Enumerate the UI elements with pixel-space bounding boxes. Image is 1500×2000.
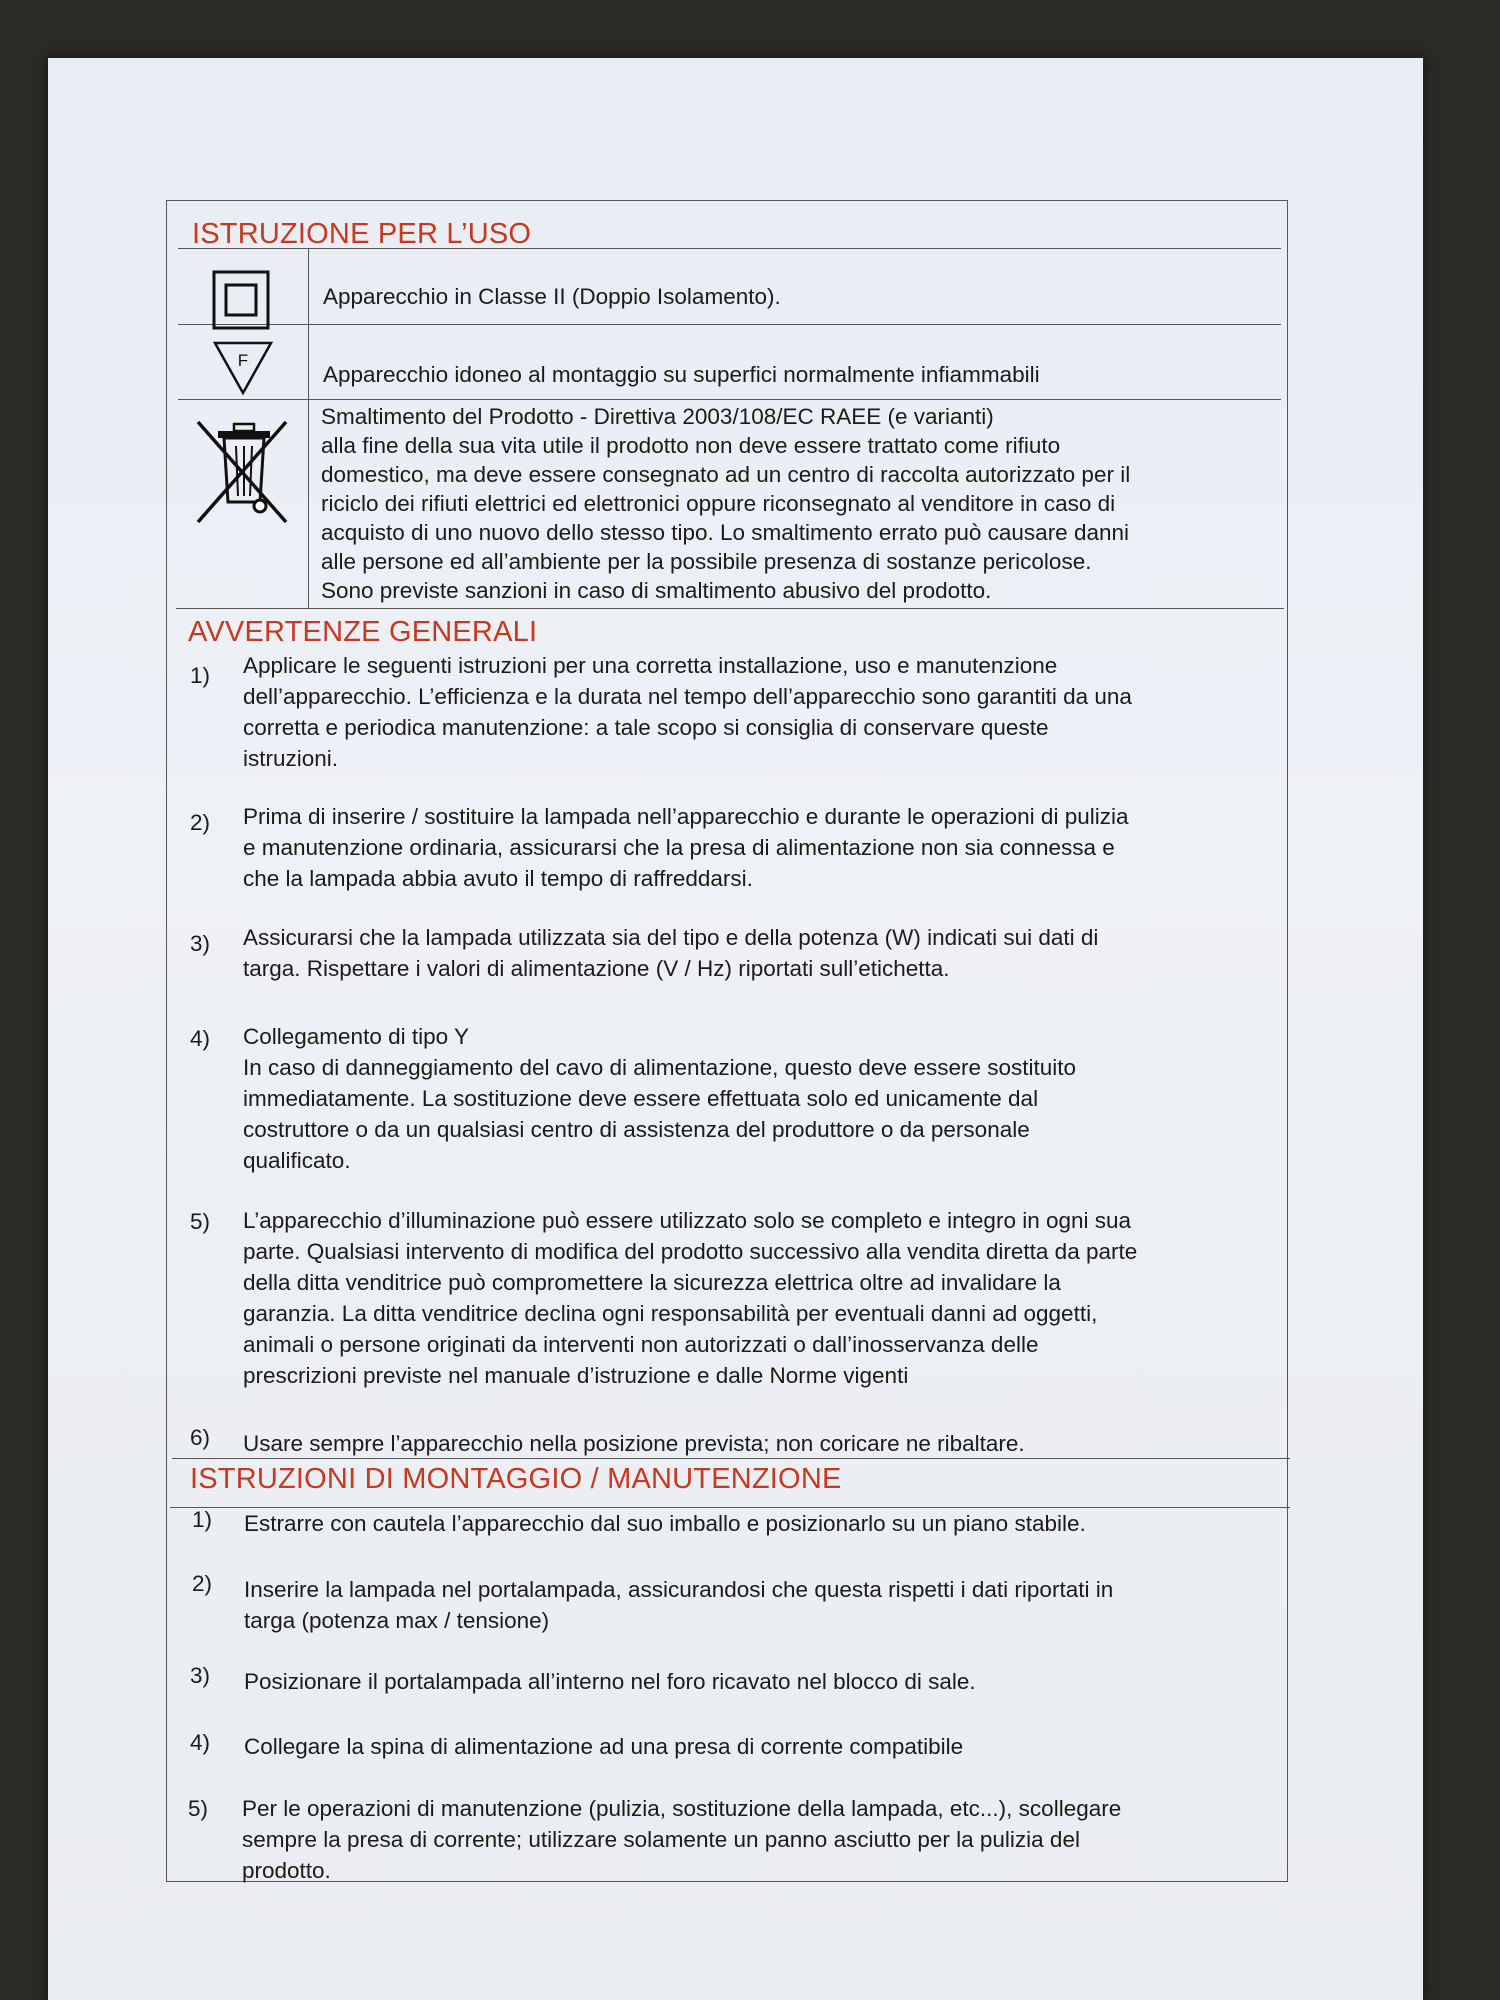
item-number: 3) (190, 931, 211, 956)
text-line: Usare sempre l’apparecchio nella posizione prevista; non coricare ne ribaltare. (243, 1431, 1025, 1456)
double-insulation-class-ii-icon (212, 270, 270, 330)
mounting-item-2 (244, 1574, 1304, 1636)
section-heading-avvertenze: AVVERTENZE GENERALI (188, 616, 538, 648)
item-number: 6) (190, 1425, 211, 1450)
text-line: prescrizioni previste nel manuale d’istruzione e dalle Norme vigenti (243, 1363, 909, 1388)
item-number: 1) (190, 663, 211, 688)
text-line: Posizionare il portalampada all’interno nel foro ricavato nel blocco di sale. (244, 1669, 976, 1694)
text-line: targa (potenza max / tensione) (244, 1608, 550, 1633)
warning-item-2 (243, 801, 1303, 894)
text-line: istruzioni. (243, 746, 339, 771)
text-line: dell’apparecchio. L’efficienza e la durata nel tempo dell’apparecchio sono garantiti da una (243, 684, 1132, 709)
text-line: Prima di inserire / sostituire la lampada nell’apparecchio e durante le operazioni di pulizia (243, 804, 1129, 829)
item-number: 2) (190, 810, 211, 835)
text-line: qualificato. (243, 1148, 351, 1173)
warning-item-5 (243, 1205, 1303, 1391)
f-triangle-icon (212, 340, 274, 396)
text-line: Per le operazioni di manutenzione (pulizia, sostituzione della lampada, etc...), scollegare (242, 1796, 1122, 1821)
row-text-flammable: Apparecchio idoneo al montaggio su superfici normalmente infiammabili (323, 362, 1040, 387)
warning-item-4 (243, 1021, 1303, 1176)
item-number: 4) (190, 1026, 211, 1051)
text-line: Collegamento di tipo Y (243, 1024, 469, 1049)
section-heading-istruzione: ISTRUZIONE PER L’USO (192, 218, 532, 250)
mounting-item-3 (244, 1666, 1304, 1697)
item-number: 5) (190, 1209, 211, 1234)
text-line: Collegare la spina di alimentazione ad una presa di corrente compatibile (244, 1734, 964, 1759)
text-line: riciclo dei rifiuti elettrici ed elettronici oppure riconsegnato al venditore in caso di (321, 491, 1116, 516)
item-number: 5) (188, 1796, 209, 1821)
text-line: sempre la presa di corrente; utilizzare solamente un panno asciutto per la pulizia del (242, 1827, 1080, 1852)
separator-line (176, 608, 1284, 609)
text-line: e manutenzione ordinaria, assicurarsi che la presa di alimentazione non sia connessa e (243, 835, 1115, 860)
text-line: acquisto di uno nuovo dello stesso tipo. Lo smaltimento errato può causare danni (321, 520, 1130, 545)
mounting-item-4 (244, 1731, 1304, 1762)
item-number: 3) (190, 1663, 211, 1688)
text-line: Estrarre con cautela l’apparecchio dal suo imballo e posizionarlo su un piano stabile. (244, 1511, 1086, 1536)
f-symbol-letter: F (237, 351, 249, 370)
text-line: che la lampada abbia avuto il tempo di raffreddarsi. (243, 866, 753, 891)
warning-item-1 (243, 650, 1303, 774)
warning-item-6 (243, 1428, 1303, 1459)
separator-line (178, 399, 1281, 400)
text-line: immediatamente. La sostituzione deve essere effettuata solo ed unicamente dal (243, 1086, 1039, 1111)
warning-item-3 (243, 922, 1303, 984)
text-line: prodotto. (242, 1858, 331, 1883)
text-line: alle persone ed all’ambiente per la possibile presenza di sostanze pericolose. (321, 549, 1092, 574)
mounting-item-5 (242, 1793, 1302, 1886)
text-line: L’apparecchio d’illuminazione può essere utilizzato solo se completo e integro in ogni sua (243, 1208, 1132, 1233)
text-line: domestico, ma deve essere consegnato ad un centro di raccolta autorizzato per il (321, 462, 1131, 487)
text-line: costruttore o da un qualsiasi centro di assistenza del produttore o da personale (243, 1117, 1030, 1142)
text-line: animali o persone originati da interventi non autorizzati o dall’inosservanza delle (243, 1332, 1039, 1357)
text-line: della ditta venditrice può compromettere la sicurezza elettrica oltre ad invalidare la (243, 1270, 1061, 1295)
icon-column-divider (308, 248, 309, 608)
weee-disposal-text (321, 402, 1381, 605)
text-line: targa. Rispettare i valori di alimentazione (V / Hz) riportati sull’etichetta. (243, 956, 950, 981)
text-line: Smaltimento del Prodotto - Direttiva 2003/108/EC RAEE (e varianti) (321, 404, 994, 429)
text-line: parte. Qualsiasi intervento di modifica del prodotto successivo alla vendita diretta da parte (243, 1239, 1138, 1264)
separator-line (178, 324, 1281, 325)
text-line: Inserire la lampada nel portalampada, assicurandosi che questa rispetti i dati riportati in (244, 1577, 1114, 1602)
item-number: 2) (192, 1571, 213, 1596)
row-text-class-ii: Apparecchio in Classe II (Doppio Isolamento). (323, 284, 781, 309)
text-line: In caso di danneggiamento del cavo di alimentazione, questo deve essere sostituito (243, 1055, 1077, 1080)
mounting-item-1 (244, 1508, 1304, 1539)
text-line: corretta e periodica manutenzione: a tale scopo si consiglia di conservare queste (243, 715, 1049, 740)
item-number: 4) (190, 1730, 211, 1755)
text-line: Applicare le seguenti istruzioni per una corretta installazione, uso e manutenzione (243, 653, 1058, 678)
text-line: Assicurarsi che la lampada utilizzata sia del tipo e della potenza (W) indicati sui dati di (243, 925, 1099, 950)
text-line: Sono previste sanzioni in caso di smaltimento abusivo del prodotto. (321, 578, 992, 603)
section-heading-montaggio: ISTRUZIONI DI MONTAGGIO / MANUTENZIONE (190, 1463, 842, 1495)
text-line: garanzia. La ditta venditrice declina ogni responsabilità per eventuali danni ad oggetti, (243, 1301, 1098, 1326)
item-number: 1) (192, 1507, 213, 1532)
text-line: alla fine della sua vita utile il prodotto non deve essere trattato come rifiuto (321, 433, 1061, 458)
crossed-bin-weee-icon (194, 418, 290, 526)
